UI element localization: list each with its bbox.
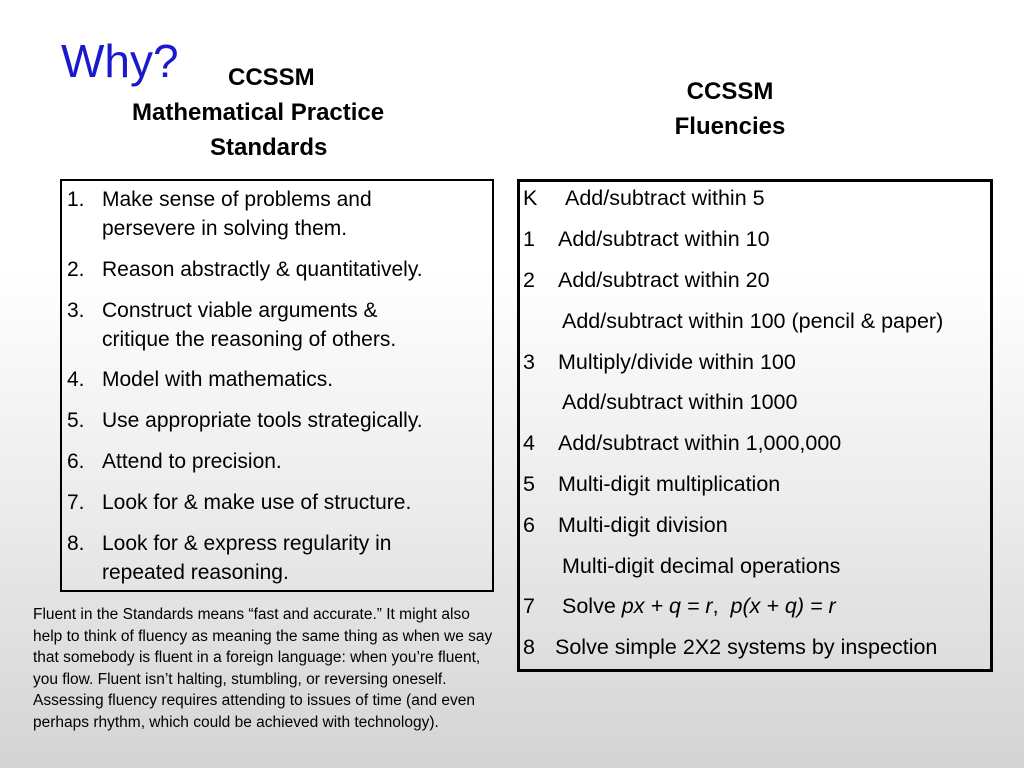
- fluency-text: Add/subtract within 5: [565, 186, 765, 210]
- practice-number: 5.: [67, 409, 85, 432]
- practice-text: Attend to precision.: [102, 450, 282, 473]
- practice-number: 7.: [67, 491, 85, 514]
- right-title: [630, 74, 830, 144]
- grade-label: 3: [523, 350, 535, 374]
- practice-text: repeated reasoning.: [102, 561, 289, 584]
- left-title-line-2: Mathematical Practice: [132, 99, 385, 126]
- left-title-line-1: CCSSM: [228, 64, 315, 91]
- fluency-text: Add/subtract within 1000: [562, 390, 798, 414]
- right-title-line-1: CCSSM: [686, 78, 774, 105]
- practice-text: critique the reasoning of others.: [102, 328, 397, 351]
- grade-label: 7: [523, 594, 535, 618]
- practice-text: Construct viable arguments &: [102, 299, 378, 322]
- practice-text: Look for & make use of structure.: [102, 491, 412, 514]
- fluency-text-prefix: Solve: [562, 594, 622, 618]
- fluency-text: Multi-digit decimal operations: [562, 554, 841, 578]
- practice-number: 2.: [67, 258, 85, 281]
- fluency-text: Add/subtract within 1,000,000: [558, 431, 842, 455]
- practice-text: Model with mathematics.: [102, 368, 334, 391]
- grade-label: 2: [523, 268, 535, 292]
- practice-number: 8.: [67, 532, 85, 555]
- practice-text: Reason abstractly & quantitatively.: [102, 258, 423, 281]
- grade-label: 4: [523, 431, 535, 455]
- grade-label: K: [523, 186, 538, 210]
- practice-text: Look for & express regularity in: [102, 532, 392, 555]
- fluency-text: Add/subtract within 20: [558, 268, 770, 292]
- practice-number: 4.: [67, 368, 85, 391]
- practice-text: Make sense of problems and: [102, 188, 372, 211]
- equation-2: p(x + q) = r: [730, 594, 836, 618]
- fluency-text: Multi-digit division: [558, 513, 728, 537]
- fluency-text: Multi-digit multiplication: [558, 472, 781, 496]
- equation-1: px + q = r: [621, 594, 713, 618]
- fluency-note: Fluent in the Standards means “fast and accurate.” It might also help to think of fluency as meaning the same thing as when we say that somebody is fluent in a foreign language: when you’re fluent, you flow. Fluent isn’t halting, stumbling, or reversing oneself. Assessing fluency requires attending to issues of time (and even perhaps rhythm, which could be achieved with technology).: [33, 606, 493, 731]
- grade-label: 1: [523, 227, 535, 251]
- grade-label: 8: [523, 635, 535, 659]
- grade-label: 6: [523, 513, 535, 537]
- practice-number: 6.: [67, 450, 85, 473]
- practice-number: 3.: [67, 299, 85, 322]
- fluency-text: Add/subtract within 10: [558, 227, 770, 251]
- practice-number: 1.: [67, 188, 85, 211]
- practice-text: persevere in solving them.: [102, 217, 348, 240]
- fluency-text: Solve simple 2X2 systems by inspection: [555, 635, 938, 659]
- right-title-line-2: Fluencies: [674, 113, 786, 140]
- fluency-text: [562, 594, 836, 619]
- fluency-text: Multiply/divide within 100: [558, 350, 796, 374]
- practice-text: Use appropriate tools strategically.: [102, 409, 423, 432]
- separator: ,: [712, 594, 731, 618]
- fluency-text: Add/subtract within 100 (pencil & paper): [562, 309, 944, 333]
- left-title-line-3: Standards: [210, 134, 328, 161]
- slide-heading: Why?: [61, 35, 179, 87]
- grade-label: 5: [523, 472, 535, 496]
